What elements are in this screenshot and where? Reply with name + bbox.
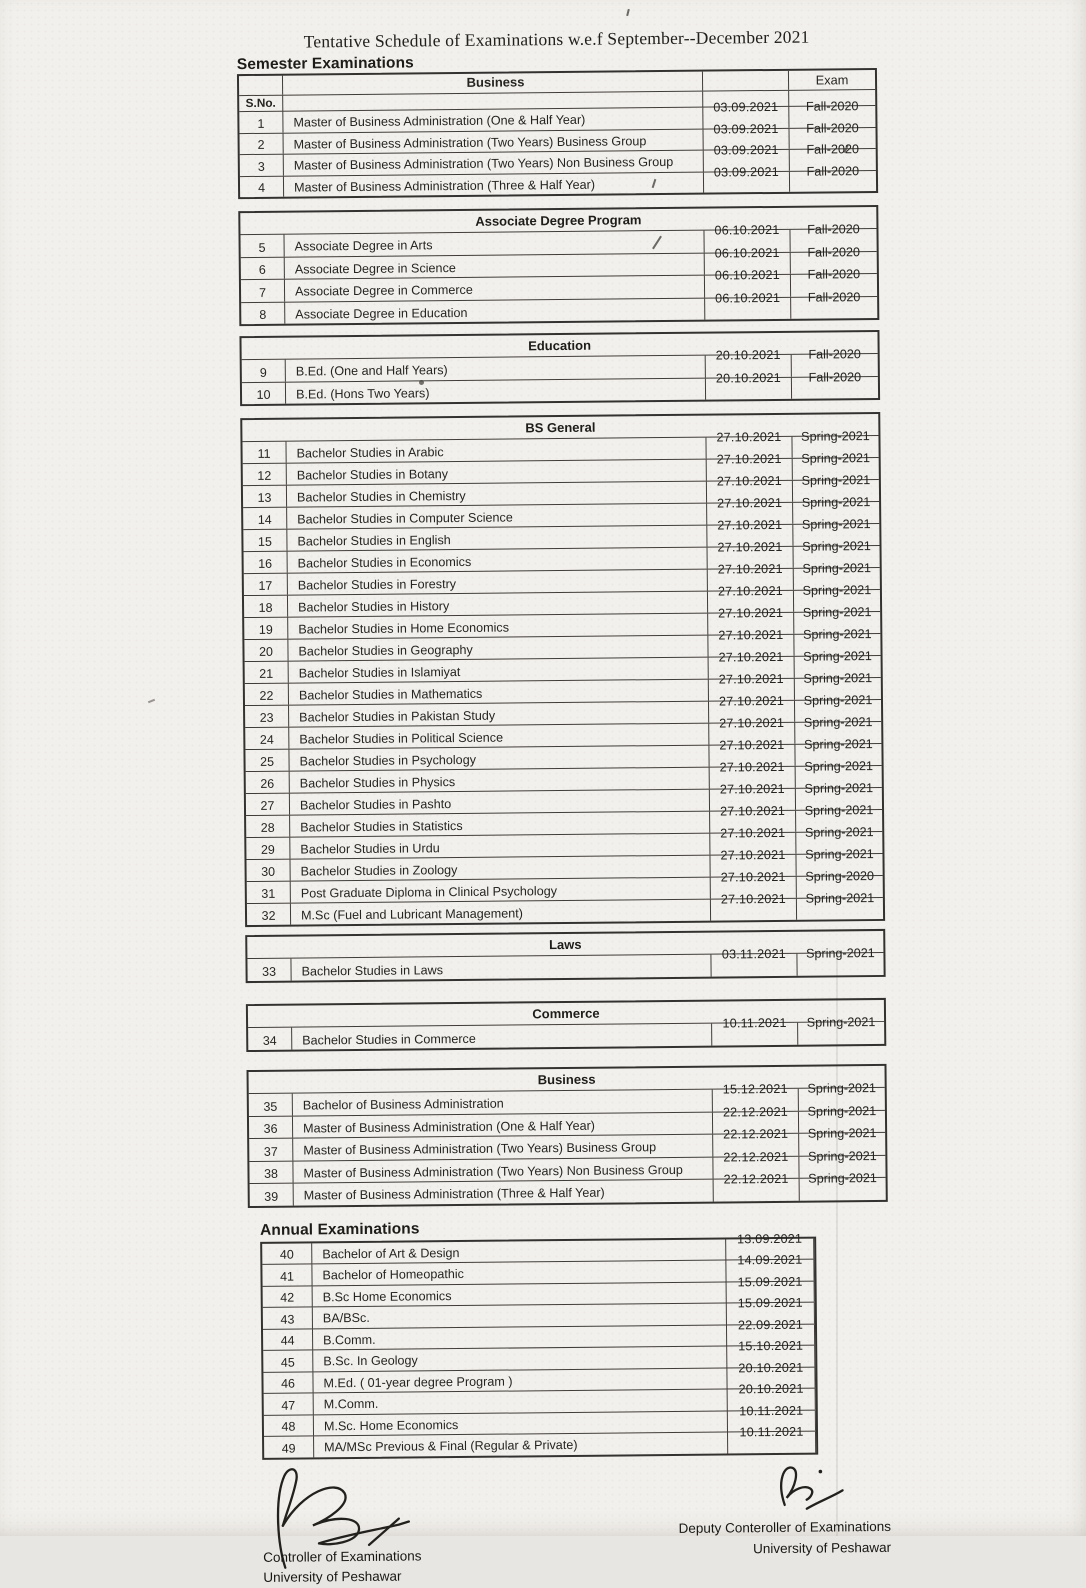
program-name-text: Bachelor Studies in Pashto [299, 796, 452, 813]
scan-artifact [626, 9, 630, 16]
row-number [245, 706, 289, 727]
row-number [241, 280, 285, 302]
row-number-text: 46 [281, 1376, 296, 1391]
row-number [240, 133, 284, 154]
row-number-text: 25 [260, 754, 275, 769]
exam-session-text: Spring-2021 [804, 803, 874, 818]
exam-session-text: Spring-2021 [804, 759, 873, 774]
exam-date-text: 20.10.2021 [715, 347, 781, 363]
exam-date-text: 14.09.2021 [737, 1252, 803, 1268]
controller-signature-block [262, 1462, 422, 1588]
exam-session [797, 891, 883, 920]
row-number [263, 1329, 313, 1350]
exam-session-text: Spring-2021 [801, 495, 871, 510]
exam-session-text: Spring-2021 [804, 781, 874, 796]
program-name-text: M.Comm. [323, 1396, 379, 1412]
row-number [247, 882, 291, 903]
column-header-exam-text: Exam [815, 72, 849, 88]
deputy-controller-institution: University of Peshawar [752, 1539, 892, 1556]
row-number-text: 28 [260, 820, 275, 835]
exam-date-text: 03.11.2021 [721, 946, 787, 962]
row-number [244, 552, 288, 573]
program-name [284, 172, 704, 197]
row-number [246, 794, 290, 815]
semester-tables [237, 68, 888, 1208]
program-name-text: Bachelor Studies in Economics [297, 554, 472, 571]
exam-date [706, 370, 792, 399]
program-name-text: Bachelor Studies in Botany [296, 466, 449, 483]
exam-date-text: 03.09.2021 [713, 142, 779, 158]
row-number [240, 176, 284, 197]
exam-date-text: 22.12.2021 [723, 1171, 789, 1187]
annual-examinations-heading: Annual Examinations [259, 1219, 420, 1239]
exam-session-text: Fall-2020 [808, 347, 861, 362]
header-spacer [703, 71, 789, 91]
exam-date-text: 20.10.2021 [715, 370, 781, 386]
exam-date-text: 27.10.2021 [718, 605, 784, 621]
exam-date [705, 290, 791, 319]
row-number [250, 1184, 294, 1206]
row-number [264, 1415, 314, 1436]
row-number-text: 11 [257, 446, 271, 461]
row-number-text: 2 [257, 137, 265, 152]
column-header-exam [789, 70, 875, 90]
section-title: Laws [548, 936, 582, 953]
document-content [237, 27, 892, 1588]
row-number-text: 49 [281, 1441, 296, 1456]
row-number [264, 1393, 314, 1414]
exam-session-text: Spring-2021 [804, 825, 874, 840]
row-number [245, 662, 289, 683]
program-name [291, 900, 711, 925]
row-number [242, 442, 286, 463]
exam-date-text: 10.11.2021 [722, 1015, 787, 1031]
program-name-text: M.Sc (Fuel and Lubricant Management) [300, 905, 523, 923]
exam-date-text: 13.09.2021 [737, 1231, 803, 1246]
program-name-text: Bachelor Studies in Chemistry [296, 488, 466, 505]
exam-date [712, 1015, 798, 1046]
section-title-text: Business [466, 74, 525, 90]
program-name-text: BA/BSc. [322, 1310, 370, 1326]
program-name-text: Associate Degree in Science [294, 260, 456, 277]
controller-title: Controller of Examinations [263, 1547, 422, 1565]
program-name-text: Bachelor Studies in Psychology [299, 752, 477, 769]
exam-date-text: 10.11.2021 [739, 1403, 804, 1418]
row-number-text: 47 [281, 1398, 296, 1413]
row-number-text: 5 [258, 240, 266, 255]
exam-date-text: 27.10.2021 [719, 803, 786, 819]
program-name-text: Master of Business Administration (Two Years) Non Business Group [293, 154, 674, 173]
program-name-text: Master of Business Administration (Two Years) Non Business Group [303, 1162, 683, 1181]
row-number-text: 27 [260, 798, 275, 813]
row-number-text: 4 [257, 180, 266, 195]
exam-date-text: 22.12.2021 [723, 1149, 789, 1164]
row-number-text: 6 [258, 262, 266, 277]
exam-session [792, 369, 878, 398]
row-number [264, 1436, 314, 1457]
exam-date-text: 27.10.2021 [717, 583, 784, 599]
row-number-text: 3 [257, 159, 265, 174]
exam-session-text: Spring-2021 [804, 737, 873, 752]
row-number-text: 10 [256, 387, 271, 402]
row-number [244, 640, 288, 661]
program-name-text: B.Sc Home Economics [322, 1288, 452, 1304]
exam-session [791, 289, 877, 318]
program-name [291, 955, 711, 981]
row-number-text: 48 [281, 1419, 296, 1434]
row-number-text: 1 [257, 116, 265, 131]
exam-date [711, 891, 797, 921]
program-name-text: Bachelor Studies in Arabic [296, 444, 444, 461]
exam-date-text: 27.10.2021 [716, 451, 782, 467]
program-name-text: B.Ed. (One and Half Years) [295, 363, 448, 379]
row-number [241, 257, 285, 279]
program-name [294, 1180, 714, 1206]
row-number [246, 816, 290, 837]
program-name-text: Bachelor Studies in Laws [301, 962, 444, 979]
program-name-text: Bachelor Studies in Zoology [300, 862, 458, 879]
program-name-text: Associate Degree in Commerce [294, 282, 473, 299]
row-number-text: 24 [259, 732, 274, 747]
program-name-text: Master of Business Administration (One & Half Year) [293, 112, 586, 130]
row-number [246, 838, 290, 859]
exam-date-text: 03.09.2021 [713, 99, 779, 115]
program-name-text: Bachelor Studies in History [297, 598, 450, 615]
row-number-text: 8 [259, 307, 267, 322]
program-name-text: Associate Degree in Education [295, 305, 468, 322]
exam-date [714, 1171, 800, 1201]
controller-institution: University of Peshawar [263, 1568, 402, 1585]
program-name-text: Bachelor of Business Administration [302, 1096, 504, 1113]
exam-date-text: 06.10.2021 [714, 245, 780, 261]
exam-session-text: Spring-2021 [805, 847, 874, 862]
exam-session-text: Spring-2021 [802, 605, 872, 620]
exam-date-text: 27.10.2021 [716, 473, 782, 489]
table-row [248, 1015, 884, 1050]
exam-date-text: 03.09.2021 [713, 121, 779, 137]
row-number-text: 23 [259, 710, 274, 725]
exam-session-text: Spring-2021 [808, 1171, 877, 1186]
program-name-text: M.Ed. ( 01-year degree Program ) [323, 1374, 513, 1390]
row-number [240, 235, 284, 257]
row-number [246, 860, 290, 881]
program-name-text: Bachelor Studies in Computer Science [297, 509, 513, 527]
program-name-text: Bachelor Studies in Political Science [299, 730, 504, 747]
program-name-text: B.Sc. In Geology [323, 1353, 418, 1369]
row-number [263, 1372, 313, 1393]
exam-session-text: Fall-2020 [808, 369, 862, 385]
row-number [246, 772, 290, 793]
row-number-text: 30 [261, 864, 276, 879]
row-number [239, 112, 283, 133]
exam-session-text: Spring-2021 [807, 1081, 877, 1096]
row-number-text: 38 [263, 1166, 279, 1181]
exam-date-text: 27.10.2021 [719, 781, 785, 797]
row-number-text: 37 [263, 1144, 278, 1159]
exam-date-text: 20.10.2021 [738, 1360, 804, 1375]
program-name-text: Bachelor of Art & Design [322, 1245, 460, 1261]
row-number [262, 1264, 312, 1285]
exam-date-text: 27.10.2021 [720, 847, 786, 863]
row-number [247, 904, 291, 925]
row-number-text: 16 [258, 556, 273, 571]
exam-session-text: Spring-2020 [805, 869, 875, 884]
row-number [243, 486, 287, 507]
program-name-text: Master of Business Administration (Three & Half Year) [293, 177, 596, 195]
program-name [285, 298, 705, 324]
exam-session-text: Spring-2021 [801, 429, 870, 444]
program-name [292, 1024, 712, 1050]
row-number-text: 21 [259, 666, 274, 681]
section-title: Commerce [532, 1005, 600, 1022]
row-number-text: 35 [263, 1099, 278, 1114]
exam-date-text: 27.10.2021 [719, 737, 785, 753]
row-number-text: 13 [257, 490, 272, 505]
program-name-text: Bachelor Studies in Home Economics [298, 620, 510, 637]
program-name-text: Bachelor Studies in Mathematics [298, 686, 483, 703]
row-number [247, 959, 291, 981]
page-title: Tentative Schedule of Examinations w.e.f September--December 2021 [303, 26, 810, 52]
row-number [244, 618, 288, 639]
program-name-text: Post Graduate Diploma in Clinical Psychology [300, 883, 558, 901]
exam-session-text: Spring-2021 [801, 473, 871, 488]
exam-session-text: Spring-2021 [802, 561, 872, 576]
section-table [237, 68, 878, 199]
exam-date-text: 27.10.2021 [717, 517, 783, 533]
exam-session-text: Spring-2021 [806, 946, 875, 961]
section-title: Education [528, 337, 592, 354]
row-number-text: 43 [280, 1312, 295, 1327]
exam-session-text: Spring-2021 [801, 517, 871, 532]
row-number [249, 1139, 293, 1161]
exam-date [711, 946, 797, 977]
deputy-controller-signature-icon [764, 1460, 851, 1515]
program-name-text: Master of Business Administration (Two Years) Business Group [293, 133, 647, 152]
row-number-text: 44 [280, 1333, 295, 1348]
exam-date-text: 15.10.2021 [738, 1338, 804, 1354]
exam-date-text: 27.10.2021 [718, 693, 785, 709]
exam-session-text: Fall-2020 [806, 120, 859, 136]
program-name [314, 1432, 728, 1456]
row-number [243, 530, 287, 551]
exam-session-text: Spring-2021 [805, 891, 875, 906]
row-number-text: 39 [264, 1189, 279, 1204]
section-title: Associate Degree Program [475, 212, 642, 229]
row-number-text: 17 [258, 578, 273, 593]
exam-date [704, 164, 790, 192]
exam-date-text: 15.09.2021 [737, 1295, 803, 1311]
scan-artifact [148, 699, 155, 703]
row-number [263, 1307, 313, 1328]
exam-date-text: 27.10.2021 [717, 539, 783, 555]
deputy-controller-title: Deputy Conteroller of Examinations [678, 1518, 891, 1536]
row-number [249, 1116, 293, 1138]
exam-date-text: 27.10.2021 [717, 495, 783, 511]
exam-session-text: Spring-2021 [803, 671, 873, 686]
program-name-text: Bachelor of Homeopathic [322, 1266, 464, 1283]
row-number [242, 382, 286, 404]
program-name-text: MA/MSc Previous & Final (Regular & Private) [324, 1437, 578, 1455]
program-name-text: Master of Business Administration (Two Years) Business Group [303, 1140, 657, 1158]
row-number-text: 45 [280, 1355, 295, 1370]
exam-session-text: Spring-2021 [801, 451, 871, 466]
program-name-text: Bachelor Studies in Pakistan Study [299, 708, 496, 725]
row-number-text: 40 [279, 1247, 294, 1262]
program-name-text: B.Comm. [323, 1332, 376, 1347]
row-number-text: 33 [262, 964, 277, 979]
annual-examinations-table [260, 1231, 818, 1459]
row-number-text: 29 [260, 842, 275, 857]
row-number-text: 34 [262, 1033, 277, 1048]
semester-examinations-heading: Semester Examinations [236, 54, 414, 74]
exam-session-text: Spring-2021 [807, 1148, 877, 1164]
program-name-text: Bachelor Studies in Islamiyat [298, 664, 461, 681]
column-header-sno-text: S.No. [245, 95, 276, 111]
exam-date-text: 06.10.2021 [715, 290, 781, 306]
column-header-sno [239, 96, 283, 112]
row-number-text: 32 [261, 908, 276, 923]
exam-session-text: Spring-2021 [803, 693, 873, 708]
exam-date-text: 27.10.2021 [720, 825, 786, 841]
exam-date-text: 22.09.2021 [737, 1317, 804, 1332]
exam-session-text: Fall-2020 [807, 222, 860, 237]
exam-date-text: 22.12.2021 [722, 1104, 789, 1119]
exam-session-text: Fall-2020 [807, 289, 861, 305]
program-name-text: Bachelor Studies in Physics [299, 774, 456, 791]
row-number [244, 596, 288, 617]
row-number-text: 20 [258, 644, 274, 659]
exam-date-text: 06.10.2021 [714, 267, 780, 283]
row-number-text: 15 [257, 534, 272, 549]
exam-date-text: 15.12.2021 [722, 1081, 788, 1097]
section-table [247, 1064, 888, 1208]
program-name-text: Bachelor Studies in English [297, 532, 451, 549]
row-number-text: 12 [257, 468, 272, 483]
exam-session [797, 946, 883, 976]
exam-session-text: Spring-2021 [802, 583, 872, 598]
exam-date-text: 15.09.2021 [737, 1274, 803, 1289]
exam-date-text: 27.10.2021 [718, 671, 784, 687]
exam-date-text: 27.10.2021 [719, 715, 785, 731]
exam-session-text: Spring-2021 [807, 1126, 877, 1141]
program-name-text: Bachelor Studies in Urdu [300, 840, 440, 857]
exam-date-text: 27.10.2021 [719, 759, 785, 775]
section-table [240, 412, 885, 927]
signatures-row [250, 1457, 891, 1587]
deputy-controller-signature-block [678, 1459, 891, 1559]
exam-date-text: 10.11.2021 [739, 1424, 804, 1440]
row-number [240, 155, 284, 176]
exam-session-text: Spring-2021 [803, 715, 873, 730]
exam-session-text: Spring-2021 [802, 627, 872, 642]
row-number [241, 302, 285, 324]
program-name-text: B.Ed. (Hons Two Years) [295, 385, 430, 402]
program-name-text: Bachelor Studies in Statistics [300, 818, 463, 835]
exam-session [798, 1015, 884, 1045]
row-number-text: 41 [279, 1269, 295, 1284]
row-number-text: 7 [258, 285, 267, 300]
row-number-text: 19 [258, 622, 273, 637]
exam-date-text: 03.09.2021 [713, 164, 779, 180]
row-number-text: 9 [259, 365, 267, 380]
row-number [262, 1243, 312, 1264]
exam-session-text: Fall-2020 [807, 267, 861, 282]
row-number [249, 1094, 293, 1116]
section-title: Business [537, 1071, 596, 1088]
row-number [244, 574, 288, 595]
program-name-text: Master of Business Administration (Three & Half Year) [303, 1185, 605, 1203]
section-table [239, 330, 880, 406]
exam-date-text: 27.10.2021 [720, 891, 786, 907]
header-spacer [239, 76, 283, 95]
row-number-text: 22 [259, 688, 274, 703]
section-table [238, 205, 879, 326]
row-number [248, 1028, 292, 1050]
exam-session-text: Fall-2020 [806, 142, 860, 157]
row-number [245, 728, 289, 749]
exam-date-text: 20.10.2021 [738, 1381, 804, 1397]
row-number [243, 508, 287, 529]
program-name-text: Bachelor Studies in Commerce [302, 1031, 476, 1048]
program-name [286, 378, 706, 404]
exam-date-text: 27.10.2021 [717, 561, 783, 577]
exam-session-text: Spring-2021 [806, 1015, 876, 1030]
section-table [246, 998, 886, 1052]
exam-date-text: 06.10.2021 [714, 222, 780, 238]
row-number [242, 360, 286, 382]
section-table [245, 929, 885, 983]
section-title: BS General [525, 419, 596, 436]
row-number-text: 14 [257, 512, 272, 527]
exam-date-text: 22.12.2021 [723, 1126, 789, 1142]
row-number [243, 464, 287, 485]
table-row [247, 946, 883, 981]
row-number [263, 1286, 313, 1307]
exam-session-text: Spring-2021 [807, 1103, 877, 1119]
row-number-text: 31 [261, 886, 276, 901]
row-number-text: 18 [258, 600, 273, 615]
exam-session [800, 1171, 886, 1200]
exam-date-text: 27.10.2021 [718, 649, 784, 665]
row-number-text: 42 [280, 1290, 295, 1305]
exam-session-text: Fall-2020 [806, 163, 860, 179]
exam-date-text: 27.10.2021 [718, 627, 784, 643]
row-number [263, 1350, 313, 1371]
row-number-text: 26 [260, 776, 275, 791]
exam-session-text: Fall-2020 [807, 244, 860, 260]
exam-session-text: Fall-2020 [805, 99, 859, 114]
exam-date-text: 27.10.2021 [716, 429, 782, 445]
program-name-text: Bachelor Studies in Geography [298, 642, 473, 659]
exam-session [790, 163, 876, 191]
exam-date-text: 27.10.2021 [720, 869, 786, 885]
row-number [245, 684, 289, 705]
row-number-text: 36 [263, 1121, 278, 1136]
row-number [249, 1161, 293, 1183]
exam-session-text: Spring-2021 [802, 539, 871, 554]
exam-date [728, 1424, 816, 1453]
program-name-text: Associate Degree in Arts [294, 238, 433, 254]
program-name-text: M.Sc. Home Economics [323, 1417, 459, 1433]
program-name-text: Bachelor Studies in Forestry [297, 576, 457, 593]
exam-session-text: Spring-2021 [803, 649, 872, 664]
program-name-text: Master of Business Administration (One & Half Year) [302, 1118, 596, 1136]
row-number [245, 750, 289, 771]
